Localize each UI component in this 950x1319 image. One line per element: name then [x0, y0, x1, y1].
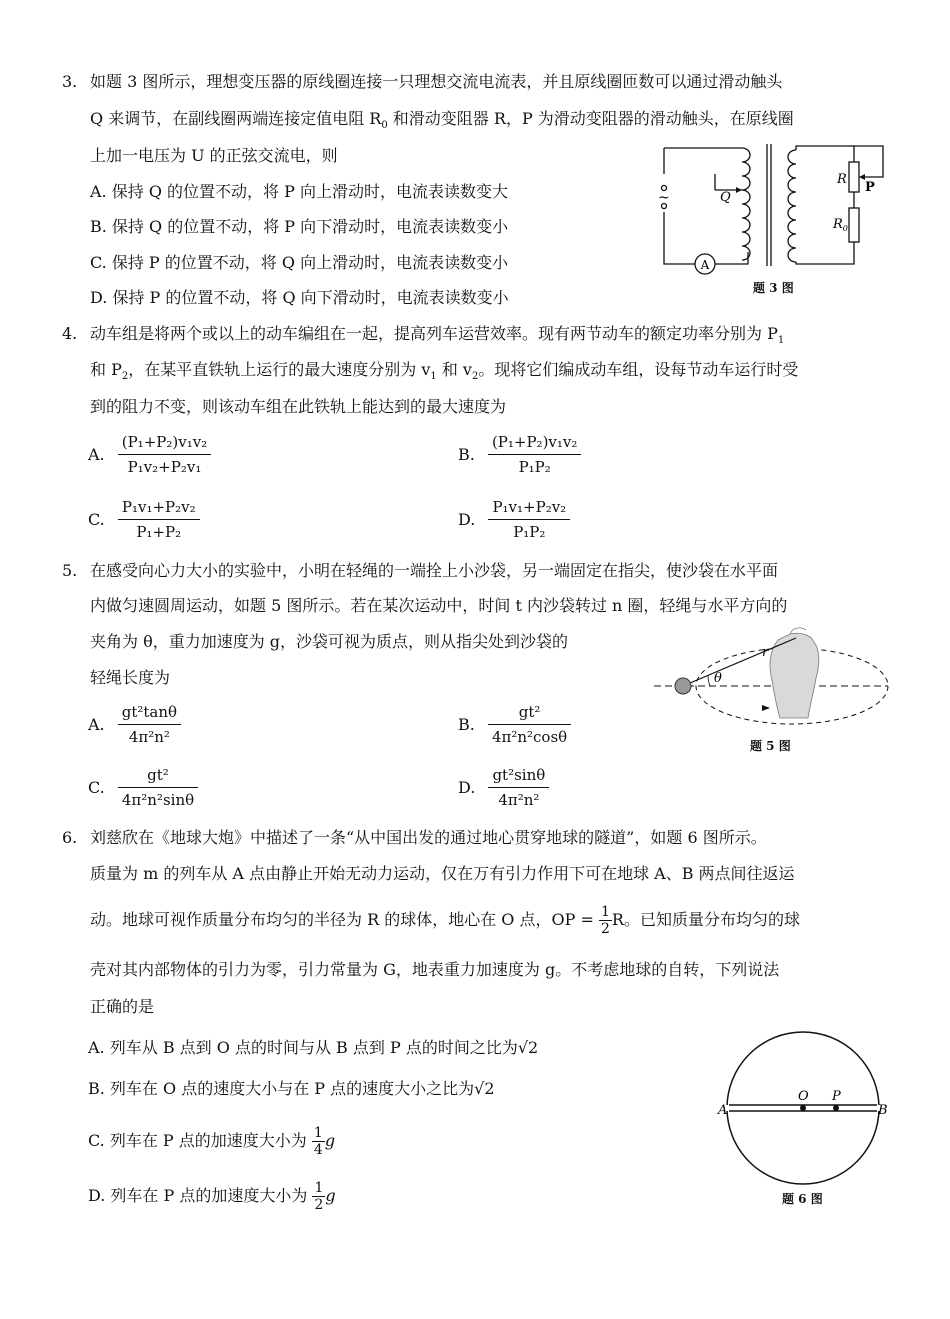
q6-option-d: D. 列车在 P 点的加速度大小为 $\frac{1}{2}$ g: [88, 1180, 336, 1213]
q3-option-d: D. 保持 P 的位置不动，将 Q 向下滑动时，电流表读数变小: [90, 288, 509, 307]
q6-text-line1: 刘慈欣在《地球大炮》中描述了一条“从中国出发的通过地心贯穿地球的隧道”，如题 6 图所示。: [90, 828, 767, 847]
q5-text-line4: 轻绳长度为: [90, 668, 171, 687]
q5-centripetal-figure: [650, 620, 895, 730]
q3-label-p: P: [865, 180, 875, 195]
q6-label-b: B: [878, 1103, 888, 1118]
q4-option-a: A. $\frac{\text{(P₁+P₂)v₁v₂}}{\text{P₁v₂+P₂v₁}}$: [88, 432, 211, 477]
q5-text-line3: 夹角为 θ，重力加速度为 g，沙袋可视为质点，则从指尖处到沙袋的: [90, 632, 569, 651]
q5-label-theta: θ: [714, 671, 722, 686]
q3-text-line3: 上加一电压为 U 的正弦交流电，则: [90, 146, 338, 165]
q6-text-line2: 质量为 m 的列车从 A 点由静止开始无动力运动，仅在万有引力作用下可在地球 A、B 两点间往返运: [90, 864, 795, 883]
q4-text-line2: 和 $P_2$，在某平直铁轨上运行的最大速度分别为 $v_1$ 和 $v_2$。现将它们编成动车组，设每节动车运行时受: [90, 360, 799, 383]
q6-text-line3: 动。地球可视作质量分布均匀的半径为 R 的球体，地心在 O 点，OP = $\frac{1}{2}$ R。已知质量分布均匀的球: [90, 904, 800, 937]
q6-label-o: O: [798, 1089, 809, 1104]
q5-text-line2: 内做匀速圆周运动，如题 5 图所示。若在某次运动中，时间 t 内沙袋转过 n 圈，轻绳与水平方向的: [90, 596, 788, 615]
q4-text-line3: 到的阻力不变，则该动车组在此铁轨上能达到的最大速度为: [90, 397, 507, 416]
q5-option-d: D. $\frac{\text{gt²sinθ}}{\text{4π²n²}}$: [458, 765, 549, 810]
q6-point-o: [800, 1105, 806, 1111]
q5-figure-caption: 题 5 图: [750, 739, 791, 753]
q6-figure-caption: 题 6 图: [782, 1192, 823, 1206]
q5-label-r: r: [762, 645, 769, 660]
q6-label-p: P: [832, 1089, 841, 1104]
q3-ac-symbol: ~: [658, 190, 670, 206]
q5-option-c: C. $\frac{\text{gt²}}{\text{4π²n²sinθ}}$: [88, 765, 198, 810]
q5-direction-arrow-icon: [762, 705, 770, 711]
q3-ammeter-label: A: [700, 258, 710, 272]
q3-label-r0: $R_0$: [833, 217, 848, 233]
q5-option-b: B. $\frac{\text{gt²}}{\text{4π²n²cosθ}}$: [458, 702, 571, 747]
q4-number: 4.: [62, 324, 78, 343]
q6-number: 6.: [62, 828, 78, 847]
q3-number: 3.: [62, 72, 78, 91]
q3-text-line1: 如题 3 图所示，理想变压器的原线圈连接一只理想交流电流表，并且原线圈匝数可以通过滑动触头: [90, 72, 783, 91]
q3-label-q: Q: [720, 190, 731, 205]
q5-number: 5.: [62, 561, 78, 580]
q6-option-c: C. 列车在 P 点的加速度大小为 $\frac{1}{4}$ g: [88, 1125, 336, 1158]
q4-option-c: C. $\frac{\text{P₁v₁+P₂v₂}}{\text{P₁+P₂}}$: [88, 497, 200, 542]
q5-text-line1: 在感受向心力大小的实验中，小明在轻绳的一端拴上小沙袋，另一端固定在指尖，使沙袋在水平面: [90, 561, 779, 580]
q3-text-line2: Q 来调节，在副线圈两端连接定值电阻 $R_0$ 和滑动变阻器 R，P 为滑动变阻器的滑动触头，在原线圈: [90, 109, 794, 132]
q6-option-b: B. 列车在 O 点的速度大小与在 P 点的速度大小之比为√2: [88, 1079, 495, 1098]
q4-option-d: D. $\frac{\text{P₁v₁+P₂v₂}}{\text{P₁P₂}}$: [458, 497, 570, 542]
q3-option-c: C. 保持 P 的位置不动，将 Q 向上滑动时，电流表读数变小: [90, 253, 509, 272]
q3-q-arrow-icon: [736, 187, 742, 193]
q3-figure-caption: 题 3 图: [753, 281, 794, 295]
q3-label-r: R: [837, 172, 847, 187]
q6-option-a: A. 列车从 B 点到 O 点的时间与从 B 点到 P 点的时间之比为√2: [88, 1038, 539, 1057]
q3-option-a: A. 保持 Q 的位置不动，将 P 向上滑动时，电流表读数变大: [90, 182, 508, 201]
q6-point-p: [833, 1105, 839, 1111]
q6-text-line4: 壳对其内部物体的引力为零，引力常量为 G，地表重力加速度为 g。不考虑地球的自转，下列说法: [90, 960, 780, 979]
q5-option-a: A. $\frac{\text{gt²tanθ}}{\text{4π²n²}}$: [88, 702, 181, 747]
q4-text-line1: 动车组是将两个或以上的动车编组在一起，提高列车运营效率。现有两节动车的额定功率分别为 $P_1$: [90, 324, 785, 347]
q6-earth-figure: [715, 1020, 895, 1190]
q3-transformer-figure: [650, 140, 900, 290]
q6-text-line5: 正确的是: [90, 997, 155, 1016]
q3-option-b: B. 保持 Q 的位置不动，将 P 向下滑动时，电流表读数变小: [90, 217, 509, 236]
q6-label-a: A: [718, 1103, 728, 1118]
q4-option-b: B. $\frac{\text{(P₁+P₂)v₁v₂}}{\text{P₁P₂}}$: [458, 432, 581, 477]
